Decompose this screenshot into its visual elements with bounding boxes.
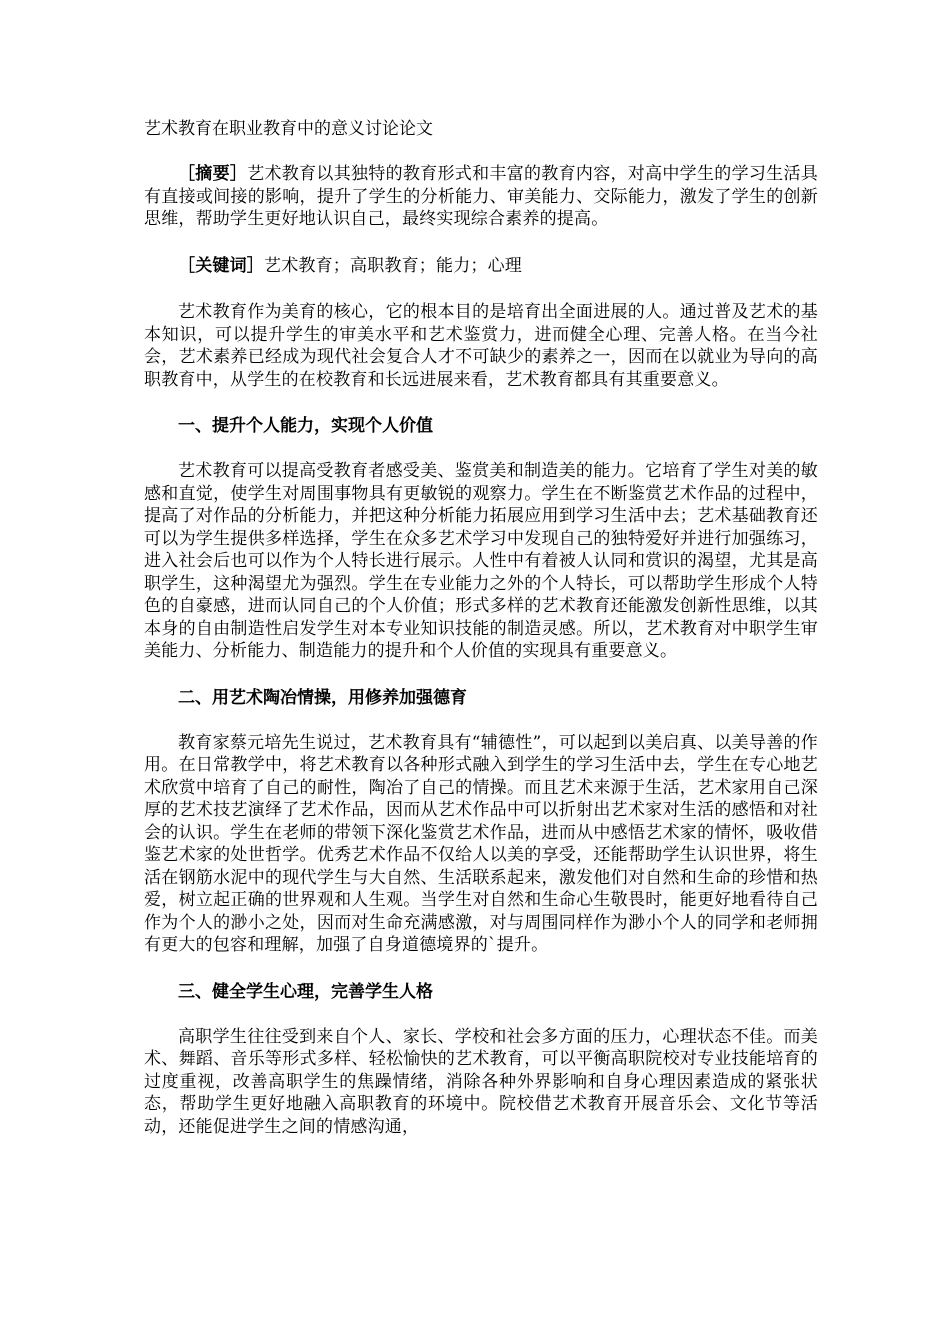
keywords-text: 艺术教育；高职教育；能力；心理 xyxy=(264,255,522,276)
section-body-2: 教育家蔡元培先生说过，艺术教育具有“辅德性”，可以起到以美启真、以美导善的作用。在日常教学中，将艺术教育以各种形式融入到学生的学习生活中去，学生在专心地艺术欣赏中培育了自己的耐性，陶冶了自己的情操。而且艺术来源于生活，艺术家用自己深厚的艺术技艺演绎了艺术作品，因而从艺术作品中可以折射出艺术家对生活的感悟和对社会的认识。学生在老师的带领下深化鉴赏艺术作品，进而从中感悟艺术家的情怀，吸收借鉴艺术家的处世哲学。优秀艺术作品不仅给人以美的享受，还能帮助学生认识世界，将生活在钢筋水泥中的现代学生与大自然、生活联系起来，激发他们对自然和生命的珍惜和热爱，树立起正确的世界观和人生观。当学生对自然和生命心生敬畏时，能更好地看待自己作为个人的渺小之处，因而对生命充满感激，对与周围同样作为渺小个人的同学和老师拥有更大的包容和理解，加强了自身道德境界的`提升。 xyxy=(144,732,818,955)
section-body-3: 高职学生往往受到来自个人、家长、学校和社会多方面的压力，心理状态不佳。而美术、舞蹈、音乐等形式多样、轻松愉快的艺术教育，可以平衡高职院校对专业技能培育的过度重视，改善高职学生的焦躁情绪，消除各种外界影响和自身心理因素造成的紧张状态，帮助学生更好地融入高职教育的环境中。院校借艺术教育开展音乐会、文化节等活动，还能促进学生之间的情感沟通， xyxy=(144,1026,818,1137)
section-heading-3: 三、健全学生心理，完善学生人格 xyxy=(178,981,433,1002)
document-title: 艺术教育在职业教育中的意义讨论论文 xyxy=(144,119,433,139)
section-heading-2: 二、用艺术陶冶情操，用修养加强德育 xyxy=(178,687,467,708)
abstract-paragraph xyxy=(144,163,818,231)
keywords-paragraph xyxy=(144,255,818,278)
abstract-label: ［摘要］ xyxy=(178,164,248,184)
section-body-1: 艺术教育可以提高受教育者感受美、鉴赏美和制造美的能力。它培育了学生对美的敏感和直觉，使学生对周围事物具有更敏锐的观察力。学生在不断鉴赏艺术作品的过程中，提高了对作品的分析能力，并把这种分析能力拓展应用到学习生活中去；艺术基础教育还可以为学生提供多样选择，学生在众多艺术学习中发现自己的独特爱好并进行加强练习，进入社会后也可以作为个人特长进行展示。人性中有着被人认同和赏识的渴望，尤其是高职学生，这种渴望尤为强烈。学生在专业能力之外的个人特长，可以帮助学生形成个人特色的自豪感，进而认同自己的个人价值；形式多样的艺术教育还能激发创新性思维，以其本身的自由制造性启发学生对本专业知识技能的制造灵感。所以，艺术教育对中职学生审美能力、分析能力、制造能力的提升和个人价值的实现具有重要意义。 xyxy=(144,461,818,661)
keywords-label: ［关键词］ xyxy=(178,255,264,276)
intro-paragraph: 艺术教育作为美育的核心，它的根本目的是培育出全面进展的人。通过普及艺术的基本知识，可以提升学生的审美水平和艺术鉴赏力，进而健全心理、完善人格。在当今社会，艺术素养已经成为现代社会复合人才不可缺少的素养之一，因而在以就业为导向的高职教育中，从学生的在校教育和长远进展来看，艺术教育都具有其重要意义。 xyxy=(144,302,818,390)
abstract-text: 艺术教育以其独特的教育形式和丰富的教育内容，对高中学生的学习生活具有直接或间接的影响，提升了学生的分析能力、审美能力、交际能力，激发了学生的创新思维，帮助学生更好地认识自己，最终实现综合素养的提高。 xyxy=(144,164,818,229)
section-heading-1: 一、提升个人能力，实现个人价值 xyxy=(178,416,433,436)
